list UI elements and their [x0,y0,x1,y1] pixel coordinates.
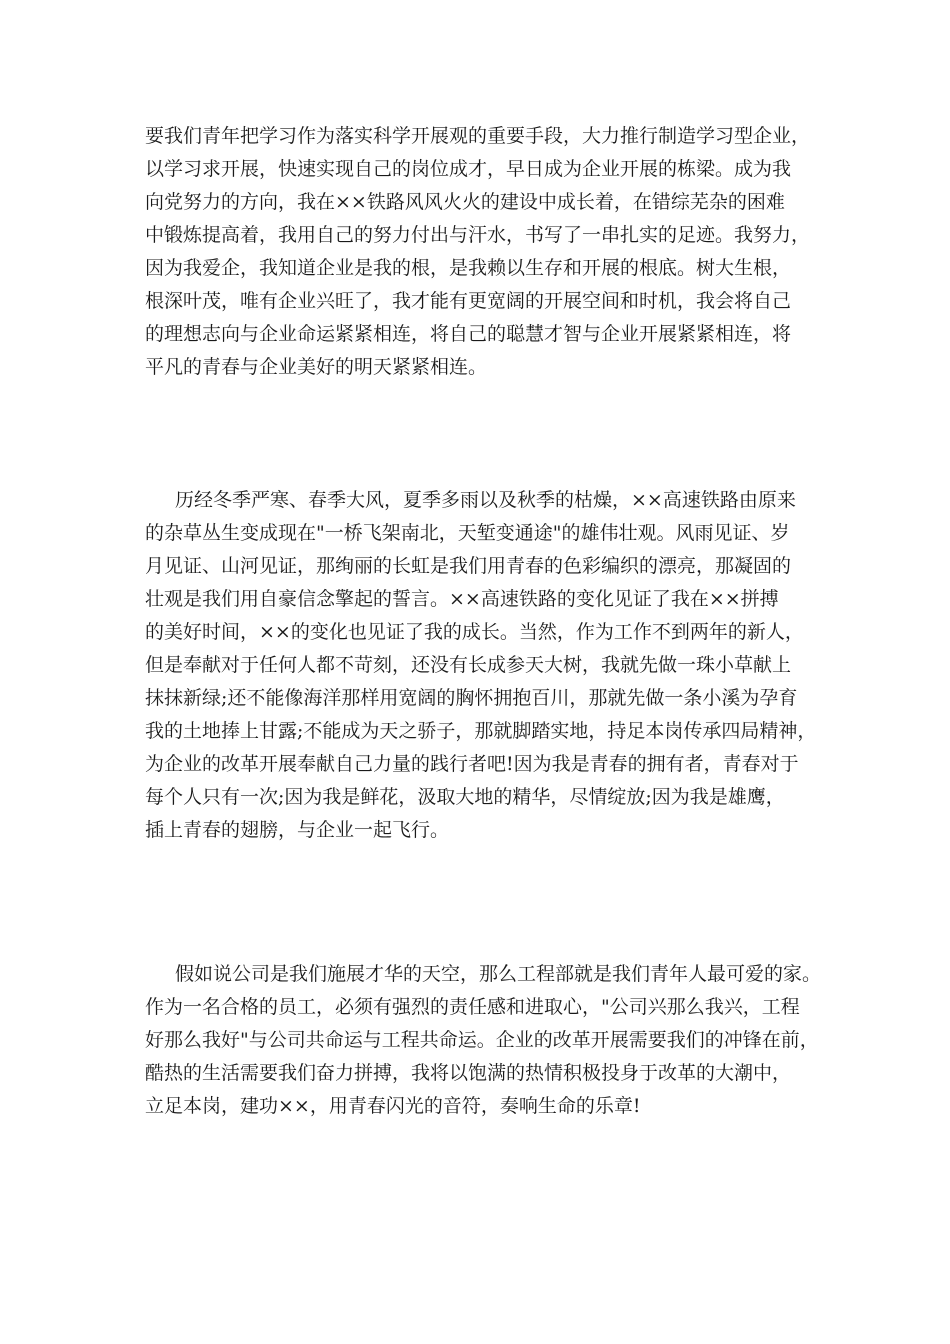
paragraph-line: 好那么我好"与公司共命运与工程共命运。企业的改革开展需要我们的冲锋在前， [145,1029,819,1051]
paragraph-line: 的杂草丛生变成现在"一桥飞架南北，天堑变通途"的雄伟壮观。风雨见证、岁 [145,522,790,544]
paragraph-line: 作为一名合格的员工，必须有强烈的责任感和进取心，"公司兴那么我兴，工程 [145,996,800,1018]
paragraph-2 [145,484,845,847]
paragraph-line: 要我们青年把学习作为落实科学开展观的重要手段，大力推行制造学习型企业， [145,125,811,147]
paragraph-line: 壮观是我们用自豪信念擎起的誓言。××高速铁路的变化见证了我在××拼搏 [145,588,779,610]
paragraph-first-line: 假如说公司是我们施展才华的天空，那么工程部就是我们青年人最可爱的家。 [175,963,822,985]
paragraph-line: 根深叶茂，唯有企业兴旺了，我才能有更宽阔的开展空间和时机，我会将自己 [145,290,792,312]
paragraph-line: 向党努力的方向，我在××铁路风风火火的建设中成长着，在错综芜杂的困难 [145,191,785,213]
paragraph-line: 中锻炼提高着，我用自己的努力付出与汗水，书写了一串扎实的足迹。我努力， [145,224,811,246]
paragraph-first-line: 历经冬季严寒、春季大风，夏季多雨以及秋季的枯燥，××高速铁路由原来 [175,489,796,511]
paragraph-line: 的理想志向与企业命运紧紧相连，将自己的聪慧才智与企业开展紧紧相连，将 [145,323,792,345]
paragraph-1 [145,120,845,384]
paragraph-line: 立足本岗，建功××，用青春闪光的音符，奏响生命的乐章! [145,1095,641,1117]
paragraph-line: 抹抹新绿;还不能像海洋那样用宽阔的胸怀拥抱百川，那就先做一条小溪为孕育 [145,687,798,709]
paragraph-line: 为企业的改革开展奉献自己力量的践行者吧!因为我是青春的拥有者，青春对于 [145,753,799,775]
paragraph-line: 每个人只有一次;因为我是鲜花，汲取大地的精华，尽情绽放;因为我是雄鹰， [145,786,785,808]
paragraph-line: 以学习求开展，快速实现自己的岗位成才，早日成为企业开展的栋梁。成为我 [145,158,792,180]
paragraph-line: 插上青春的翅膀，与企业一起飞行。 [145,819,450,841]
paragraph-line: 酷热的生活需要我们奋力拼搏，我将以饱满的热情积极投身于改革的大潮中， [145,1062,792,1084]
paragraph-line: 我的土地捧上甘露;不能成为天之骄子，那就脚踏实地，持足本岗传承四局精神， [145,720,817,742]
paragraph-line: 的美好时间，××的变化也见证了我的成长。当然，作为工作不到两年的新人， [145,621,804,643]
paragraph-3 [145,958,845,1123]
paragraph-line: 因为我爱企，我知道企业是我的根，是我赖以生存和开展的根底。树大生根， [145,257,792,279]
paragraph-line: 月见证、山河见证，那绚丽的长虹是我们用青春的色彩编织的漂亮，那凝固的 [145,555,792,577]
paragraph-line: 平凡的青春与企业美好的明天紧紧相连。 [145,356,488,378]
paragraph-line: 但是奉献对于任何人都不苛刻，还没有长成参天大树，我就先做一珠小草献上 [145,654,792,676]
